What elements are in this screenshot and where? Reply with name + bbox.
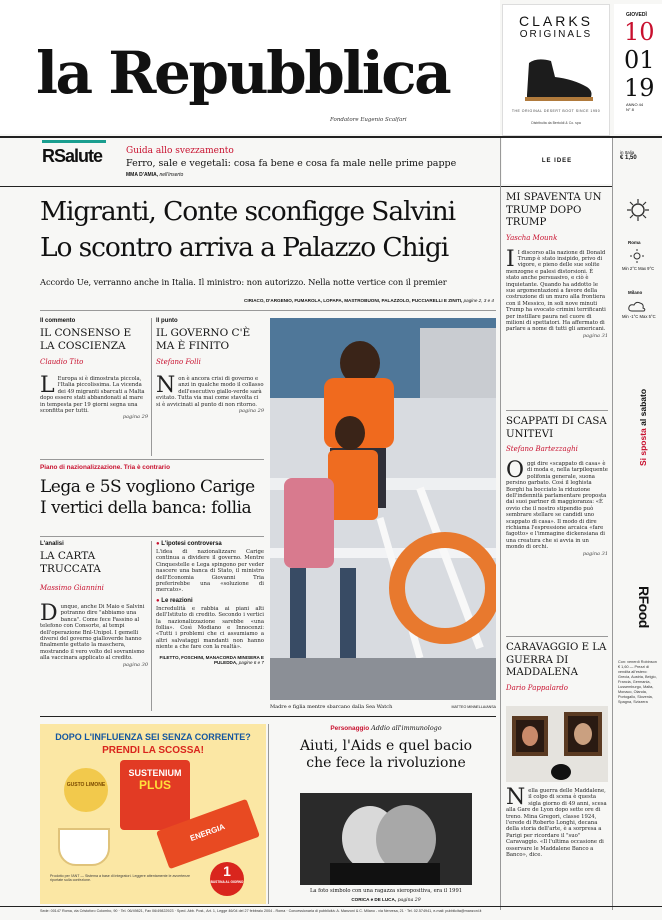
idee-sep-2: [506, 636, 608, 637]
masthead-founder: Fondatore Eugenio Scalfari: [330, 117, 407, 123]
commento[interactable]: [40, 318, 148, 420]
date-anno: ANNO 44: [626, 102, 644, 107]
photo-caption: Madre e figlia mentre sbarcano dalla Sea Watch: [270, 704, 393, 710]
price-label: in Italia: [620, 150, 635, 155]
weather-city-2: Milano: [628, 290, 643, 295]
col-sep-strip: [612, 138, 613, 910]
col-sep-2: [151, 541, 152, 711]
col-sep-right: [500, 138, 501, 910]
punto[interactable]: [156, 318, 264, 414]
rotated-red: Si sposta: [638, 428, 648, 466]
carige-top-rule: [40, 459, 264, 460]
lead-photo-image: [270, 318, 496, 700]
idee-1[interactable]: [506, 192, 608, 339]
carige[interactable]: [40, 464, 266, 519]
date-weekday: GIOVEDÌ: [626, 12, 647, 18]
ad-product-box: [120, 760, 190, 830]
personaggio-kicker-sub: Addio all'immunologo: [371, 724, 442, 732]
ad-distributor: Distribuita da Bertoldi & Co. spa: [531, 121, 581, 125]
ad-tagline: THE ORIGINAL DESERT BOOT SINCE 1950: [511, 109, 601, 113]
ad-bubble-num: 1: [223, 863, 231, 879]
commento-author: Claudio Tito: [40, 358, 84, 366]
salute-kicker: Guida allo svezzamento: [126, 146, 234, 156]
personaggio-headline-2: che fece la rivoluzione: [306, 755, 466, 771]
kiss-caption: La foto simbolo con una ragazza sieropositiva, era il 1991: [309, 888, 463, 894]
analisi-page: pagina 30: [122, 661, 148, 668]
idee-1-text: I discorso alla nazione di Donald Trump è stato insipido, privo di vigore, e pieno delle sue solite menzogne e palesi distorsioni. È stato anche persuasivo, e ciò è inquietante. Quando ha addotto le sue argomentazioni a favore della costruzione di un muro alla frontiera con il Messico, in soli nove minuti Trump ha evocato crimini terrificanti per instillare paura nel cuore di milioni di spettatori. Ha affermato di parlare a nome di tutti gli americani.: [506, 249, 606, 333]
ad-brand: SUSTENIUM: [128, 768, 182, 778]
reazioni-text: Incredulità e rabbia ai piani alti dell'Istituto di credito. Secondo i vertici la nazionalizzazione sarebbe «una follia». Così Modiano e Innocenzi: «Tutti i problemi che ci assumiamo a altri salvataggi mandanti non hanno niente a che fare con la realtà».: [156, 605, 264, 651]
idee-1-author: Yascha Mounk: [506, 233, 558, 242]
ad-headline-1: DOPO L'INFLUENZA SEI SENZA CORRENTE?: [55, 732, 251, 742]
caravaggio-photo[interactable]: [506, 706, 608, 782]
lead-photo[interactable]: [270, 318, 496, 700]
idee-2[interactable]: [506, 416, 608, 557]
ad-bubble: [210, 862, 244, 896]
bottom-ad-sustenium[interactable]: [40, 724, 266, 904]
date-numero: N° 8: [626, 107, 634, 112]
commento-kicker: Il commento: [40, 318, 76, 324]
date-month: 01: [624, 46, 655, 74]
idee-3-author: Dario Pappalardo: [506, 683, 568, 692]
punto-page: pagina 29: [238, 408, 264, 415]
idee-3-body: [506, 785, 608, 859]
photo-credit: MATTEO MINNELLA/ANSA: [451, 705, 496, 709]
punto-text: on è ancora crisi di governo e anzi in qualche modo il collasso dell'esecutivo giallo-verde sarà evitato. Tutta via mai come stavolta ci si è avvicinati al punto di non ritorno.: [156, 376, 264, 408]
idee-3-text: ella guerra delle Maddalene, il colpo di scena è questa sigla giorno di 49 anni, scesa alla Gare de Lyon dopo sette ore di treno. Mina Gregori, classe 1924, l'erede di Roberto Longhi, decana della storia dell'arte, è a sorpresa a Parigi per ricordare il "suo" Caravaggio. «Il l'ultima occasione di osservare le Maddalene Banco a Banco», dice.: [506, 788, 607, 859]
commento-body: [40, 373, 148, 415]
carige-headline-2: I vertici della banca: follia: [40, 498, 252, 518]
salute-credit: [126, 172, 183, 178]
footer-rule: [0, 906, 662, 907]
ad-cup: [58, 828, 110, 866]
ipotesi-authors: FILETTO, FOSCHINI, MANACORDA MINISERA E PULEDDA,: [159, 654, 264, 665]
salute-credit-bold: MMA D'AMIA,: [126, 172, 159, 178]
idee-2-body: [506, 458, 608, 551]
col-sep-1: [151, 318, 152, 456]
strip-bottom-text: Con: venerdì Robinson € 1,60 — Prezzi di vendita all'estero: Grecia, Austria, Belgio, Francia, Germania, Lussemburgo, Malta, Monaco, Olanda, Portogallo, Slovenia, Spagna, Svizzera: [618, 660, 657, 704]
reazioni-kicker-text: Le reazioni: [161, 597, 193, 604]
analisi-title: LA CARTA TRUCCATA: [40, 550, 101, 575]
lead-standfirst: Accordo Ue, verranno anche in Italia. Il ministro: non autorizzo. Nella notte vertice con il premier: [40, 277, 447, 287]
idee-1-body: [506, 246, 608, 333]
sidebar-header: [502, 138, 612, 184]
ad-headline-2: PRENDI LA SCOSSA!: [102, 745, 204, 756]
lead-rule: [40, 310, 496, 311]
footer-text: Sede: 00147 Roma, via Cristoforo Colombo, 90 · Tel. 06/49821, Fax 06/49822923 · Sped. Abb. Post., Art. 1, Legge 46/04 del 27 febbraio 2004 - Roma · Concessionaria di pubblicità: A. Manzoni & C. Milano - via Nervesa, 21 · Tel. 02.574941, e-mail: pubblicita@manzoni.it: [40, 909, 482, 913]
rotated-black: al sabato: [638, 388, 648, 426]
analisi-top-rule: [40, 536, 264, 537]
top-ad-clarks[interactable]: [502, 4, 610, 136]
idee-sep-1: [506, 410, 608, 411]
personaggio-headline-1: Aiuti, l'Aids e quel bacio: [299, 738, 473, 754]
punto-author: Stefano Folli: [156, 358, 201, 366]
ipotesi-authors-line: [156, 655, 264, 665]
personaggio-authors: CORICA e DE LUCA,: [351, 897, 397, 902]
salute-logo: RSalute: [42, 146, 103, 166]
punto-kicker: Il punto: [156, 318, 178, 324]
rotated-promo[interactable]: [638, 326, 658, 466]
right-strip: [614, 186, 662, 906]
idee-1-title: MI SPAVENTA UN TRUMP DOPO TRUMP: [506, 192, 602, 228]
rfood-label: RFood: [636, 586, 652, 628]
lead-authors: CIRIACO, D'ARGENIO, FUMAROLA, LOPAPA, MASTROBUONI, PALAZZOLO, PUCCIARELLI E ZINITI,: [244, 298, 463, 303]
rfood-logo[interactable]: [620, 586, 656, 640]
lead-headline-1[interactable]: Migranti, Conte sconfigge Salvini: [40, 196, 456, 227]
punto-body: [156, 373, 264, 408]
ipotesi-text: L'idea di nazionalizzare Carige continua a dividere il governo. Mentre Cinquestelle e Lega spingono per veder nascere una banca di Stato, il ministro dell'Economia Giovanni Tria preferirebbe una «soluzione di mercato».: [156, 549, 264, 594]
lead-pages: pagine 2, 3 e 4: [463, 298, 494, 303]
salute-accent-bar: [42, 140, 106, 143]
personaggio-authors-line: [276, 897, 496, 903]
carige-kicker: Piano di nazionalizzazione. Tria è contrario: [40, 464, 170, 471]
sun-icon: [630, 248, 644, 267]
weather-city-1: Roma: [628, 240, 641, 245]
lead-headline-2[interactable]: Lo scontro arriva a Palazzo Chigi: [40, 232, 449, 263]
masthead-title: la Repubblica: [36, 39, 450, 107]
weather-vals-1: Min 2°C Max 9°C: [622, 266, 655, 271]
weather-vals-2: Min -1°C Max 5°C: [622, 314, 656, 319]
kiss-photo[interactable]: [300, 793, 472, 885]
date-block: [614, 4, 662, 134]
masthead: [0, 0, 500, 134]
personaggio[interactable]: [276, 724, 496, 772]
ad-brand-line2: ORIGINALS: [519, 29, 593, 40]
analisi-text: unque, anche Di Maio e Salvini potranno dire "abbiamo una banca". Come fece Fassino al telefono con Consorte, al tempi dell'operazione Bnl-Unipol. I gemelli diversi del governo gialloverde hanno finalmente gettato la maschera, mostrando il vero volto del sovranismo alla vaccinara applicato al credito.: [40, 604, 145, 662]
idee-2-dropcap: O: [506, 458, 525, 483]
idee-3[interactable]: [506, 642, 608, 692]
reazioni-kicker: ● Le reazioni: [156, 597, 193, 604]
photo-caption-line: [270, 704, 496, 710]
price-box: [620, 150, 660, 161]
sidebar-header-label: LE IDEE: [541, 158, 573, 164]
idee-2-page: pagina 31: [582, 550, 608, 557]
kiss-photo-image: [300, 793, 472, 885]
ad-flavor: ENERGIA: [188, 822, 227, 844]
ad-brand-2: PLUS: [138, 778, 171, 792]
personaggio-kicker: Personaggio: [330, 725, 370, 732]
analisi[interactable]: [40, 541, 148, 668]
caravaggio-photo-image: [506, 706, 608, 782]
analisi-author: Massimo Giannini: [40, 584, 104, 592]
idee-3-dropcap: N: [506, 785, 526, 810]
ad-badge: [64, 768, 108, 812]
ipotesi-pages: pagine 6 e 7: [238, 659, 264, 665]
idee-1-dropcap: I: [506, 246, 515, 272]
bottom-section-rule: [40, 716, 496, 717]
commento-text: Europa si è dimostrata piccola, l'Italia piccolissima. La vicenda dei 49 migranti sbarcati a Malta dopo essere stati abbandonati al mare in tempesta per 19 giorni segna una sconfitta per tutti.: [40, 376, 145, 415]
ad-small-print: Prodotto per l'ANT — Sistema a base di integratori. Leggere attentamente le avvertenze riportate sulla confezione.: [50, 874, 191, 883]
date-day: 10: [624, 18, 655, 46]
boot-image: [517, 55, 597, 105]
analisi-body: [40, 601, 148, 662]
idee-2-text: ggi dire «scappato di casa» è di moda e, nella tarpilequente polifonia generale, suona persino garbato. Così il leghista Borghi ha bocciato la riduzione dell'indennità parlamentare proposta dai suoi partner di maggioranza: «È ovvio che il nostro stipendio può sembrare stellare se candidi uno scappato di casa». Il modo di dire richiama l'espressione arcaica «fare fagotto» e l'immagine dickensiana di una creatura che si avvia in un mondo di orchi.: [506, 461, 608, 551]
analisi-kicker: L'analisi: [40, 541, 64, 547]
lead-authors-line: [0, 298, 494, 303]
ipotesi-kicker-text: L'ipotesi controversa: [161, 541, 222, 547]
commento-title: IL CONSENSO E LA COSCIENZA: [40, 327, 132, 352]
salute-headline: Ferro, sale e vegetali: cosa fa bene e cosa fa male nelle prime pappe: [126, 158, 457, 169]
date-year: 19: [624, 74, 655, 102]
weather-main-icon: [626, 198, 650, 226]
ipotesi-kicker: ● L'ipotesi controversa: [156, 541, 222, 547]
ad-bubble-text: BUSTINA AL GIORNO: [210, 880, 244, 884]
idee-3-title: CARAVAGGIO E LA GUERRA DI MADDALENA: [506, 642, 607, 678]
idee-2-title: SCAPPATI DI CASA UNITEVI: [506, 416, 607, 440]
commento-dropcap: L: [40, 373, 55, 398]
salute-rule: [0, 186, 612, 187]
idee-1-page: pagina 31: [582, 332, 608, 339]
idee-2-author: Stefano Bartezzaghi: [506, 445, 578, 453]
salute-strip[interactable]: [0, 138, 500, 186]
analisi-dropcap: D: [40, 601, 58, 626]
personaggio-kicker-line: [276, 724, 496, 732]
punto-title: IL GOVERNO C'È MA È FINITO: [156, 327, 251, 352]
col-sep-3: [268, 724, 269, 904]
ad-badge-text: GUSTO LIMONE: [66, 782, 106, 788]
carige-headline-1: Lega e 5S vogliono Carige: [40, 477, 255, 497]
commento-page: pagina 29: [122, 414, 148, 421]
ad-brand-line1: CLARKS: [518, 13, 594, 29]
ipotesi[interactable]: [156, 541, 264, 665]
price-value: € 1,50: [620, 155, 637, 161]
punto-dropcap: N: [156, 373, 176, 398]
salute-credit-rest: nell'inserto: [159, 172, 184, 178]
personaggio-pages: pagina 29: [397, 898, 421, 903]
